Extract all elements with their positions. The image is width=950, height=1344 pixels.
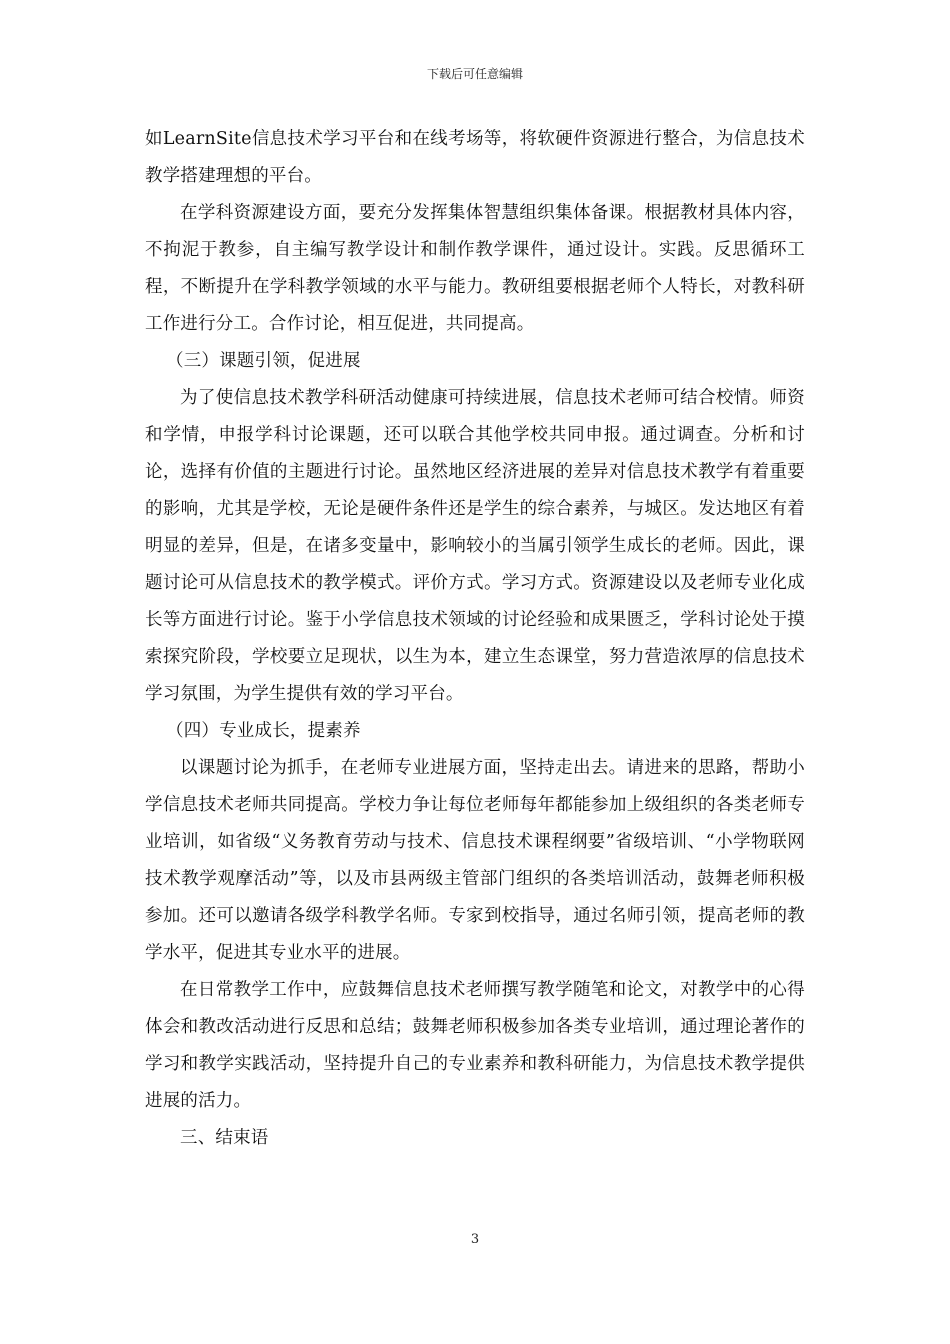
paragraph-resource-building: 在学科资源建设方面，要充分发挥集体智慧组织集体备课。根据教材具体内容，不拘泥于教参，自主编写教学设计和制作教学课件，通过设计。实践。反思循环工程，不断提升在学科教学领域的水平与能力。教研组要根据老师个人特长，对教科研工作进行分工。合作讨论，相互促进，共同提高。 xyxy=(145,203,805,334)
paragraph-research-topics: 为了使信息技术教学科研活动健康可持续进展，信息技术老师可结合校情。师资和学情，申报学科讨论课题，还可以联合其他学校共同申报。通过调查。分析和讨论，选择有价值的主题进行讨论。虽然地区经济进展的差异对信息技术教学有着重要的影响，尤其是学校，无论是硬件条件还是学生的综合素养，与城区。发达地区有着明显的差异，但是，在诸多变量中，影响较小的当属引领学生成长的老师。因此，课题讨论可从信息技术的教学模式。评价方式。学习方式。资源建设以及老师专业化成长等方面进行讨论。鉴于小学信息技术领域的讨论经验和成果匮乏，学科讨论处于摸索探究阶段，学校要立足现状，以生为本，建立生态课堂，努力营造浓厚的信息技术学习氛围，为学生提供有效的学习平台。 xyxy=(145,388,805,704)
document-body xyxy=(145,121,805,1157)
paragraph-continued: 如LearnSite信息技术学习平台和在线考场等，将软硬件资源进行整合，为信息技术教学搭建理想的平台。 xyxy=(145,129,805,186)
paragraph-professional-growth: 以课题讨论为抓手，在老师专业进展方面，坚持走出去。请进来的思路，帮助小学信息技术老师共同提高。学校力争让每位老师每年都能参加上级组织的各类老师专业培训，如省级“义务教育劳动与技术、信息技术课程纲要”省级培训、“小学物联网技术教学观摩活动”等，以及市县两级主管部门组织的各类培训活动，鼓舞老师积极参加。还可以邀请各级学科教学名师。专家到校指导，通过名师引领，提高老师的教学水平，促进其专业水平的进展。 xyxy=(145,758,805,963)
section-heading-three: （三）课题引领，促进展 xyxy=(166,351,361,371)
page-number: 3 xyxy=(470,1232,480,1247)
section-heading-conclusion: 三、结束语 xyxy=(180,1128,269,1148)
page-header: 下载后可任意编辑 xyxy=(426,67,523,81)
paragraph-daily-teaching: 在日常教学工作中，应鼓舞信息技术老师撰写教学随笔和论文，对教学中的心得体会和教改活动进行反思和总结；鼓舞老师积极参加各类专业培训，通过理论著作的学习和教学实践活动，坚持提升自己的专业素养和教科研能力，为信息技术教学提供进展的活力。 xyxy=(145,980,805,1111)
section-heading-four: （四）专业成长，提素养 xyxy=(166,721,361,741)
